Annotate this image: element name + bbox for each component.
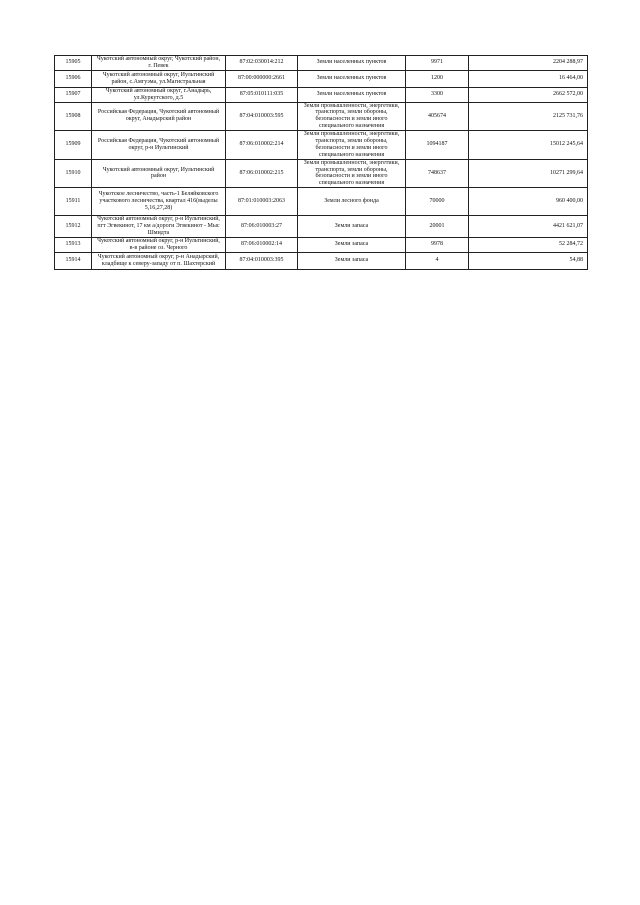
table-row — [55, 131, 588, 160]
table-row — [55, 252, 588, 269]
table-row — [55, 237, 588, 252]
cell-record-number: 15912 — [55, 216, 92, 238]
table-row — [55, 159, 588, 188]
cell-cadastral-value: 15012 245,64 — [469, 131, 588, 160]
cell-land-category: Земли запаса — [298, 237, 406, 252]
cell-land-category: Земли промышленности, энергетики, транспорта, земли обороны, безопасности и земли иного специального назначения — [298, 131, 406, 160]
cell-cadastral-number: 87:00:000000:2661 — [226, 70, 298, 87]
land-registry-table — [54, 55, 588, 270]
table-body — [55, 56, 588, 270]
cell-cadastral-number: 87:06:010003:27 — [226, 216, 298, 238]
table-row — [55, 188, 588, 216]
cell-area: 9971 — [406, 56, 469, 71]
cell-address: Чукотский автономный округ, р-н Анадырский, кладбище к северу-западу от п. Шахтерский — [92, 252, 226, 269]
cell-cadastral-number: 87:06:010002:214 — [226, 131, 298, 160]
cell-address: Чукотский автономный округ, г.Анадырь, ул.Куркутского, д.5 — [92, 87, 226, 102]
cell-land-category: Земли лесного фонда — [298, 188, 406, 216]
cell-cadastral-value: 2662 572,00 — [469, 87, 588, 102]
cell-record-number: 15906 — [55, 70, 92, 87]
cell-area: 70000 — [406, 188, 469, 216]
cell-record-number: 15908 — [55, 102, 92, 131]
cell-area: 1094187 — [406, 131, 469, 160]
table-row — [55, 56, 588, 71]
cell-area: 748637 — [406, 159, 469, 188]
cell-cadastral-number: 87:06:010002:14 — [226, 237, 298, 252]
cell-record-number: 15907 — [55, 87, 92, 102]
cell-area: 405674 — [406, 102, 469, 131]
cell-address: Российская Федерация, Чукотский автономный округ, Анадырский район — [92, 102, 226, 131]
cell-record-number: 15905 — [55, 56, 92, 71]
cell-record-number: 15909 — [55, 131, 92, 160]
cell-cadastral-value: 4421 621,07 — [469, 216, 588, 238]
cell-cadastral-number: 87:01:010003:2063 — [226, 188, 298, 216]
cell-area: 9978 — [406, 237, 469, 252]
cell-land-category: Земли населенных пунктов — [298, 56, 406, 71]
cell-address: Чукотский автономный округ, р-н Иультинский, в-в районе оз. Черного — [92, 237, 226, 252]
cell-record-number: 15910 — [55, 159, 92, 188]
cell-cadastral-value: 2125 731,76 — [469, 102, 588, 131]
cell-cadastral-number: 87:02:030014:212 — [226, 56, 298, 71]
table-row — [55, 70, 588, 87]
cell-address: Чукотское лесничество, часть-1 Беляйковского участкового лесничества, квартал 416(выделы 5,16,27,28) — [92, 188, 226, 216]
cell-land-category: Земли запаса — [298, 252, 406, 269]
cell-cadastral-value: 54,88 — [469, 252, 588, 269]
cell-land-category: Земли запаса — [298, 216, 406, 238]
cell-cadastral-number: 87:04:010003:395 — [226, 252, 298, 269]
cell-record-number: 15913 — [55, 237, 92, 252]
cell-cadastral-number: 87:06:010002:215 — [226, 159, 298, 188]
cell-cadastral-value: 16 464,00 — [469, 70, 588, 87]
cell-land-category: Земли населенных пунктов — [298, 87, 406, 102]
cell-land-category: Земли промышленности, энергетики, транспорта, земли обороны, безопасности и земли иного специального назначения — [298, 159, 406, 188]
cell-address: Чукотский автономный округ, Чукотский район, г. Певек — [92, 56, 226, 71]
cell-area: 3300 — [406, 87, 469, 102]
cell-cadastral-value: 10271 299,64 — [469, 159, 588, 188]
cell-cadastral-number: 87:05:010111:035 — [226, 87, 298, 102]
cell-area: 4 — [406, 252, 469, 269]
cell-record-number: 15911 — [55, 188, 92, 216]
table-row — [55, 87, 588, 102]
table-row — [55, 102, 588, 131]
cell-record-number: 15914 — [55, 252, 92, 269]
cell-address: Российская Федерация, Чукотский автономный округ, р-н Иультинский — [92, 131, 226, 160]
cell-area: 1200 — [406, 70, 469, 87]
cell-land-category: Земли промышленности, энергетики, транспорта, земли обороны, безопасности и земли иного специального назначения — [298, 102, 406, 131]
cell-cadastral-value: 52 284,72 — [469, 237, 588, 252]
cell-area: 20001 — [406, 216, 469, 238]
cell-address: Чукотский автономный округ, Иультинский район — [92, 159, 226, 188]
cell-cadastral-value: 960 400,00 — [469, 188, 588, 216]
table-row — [55, 216, 588, 238]
cell-address: Чукотский автономный округ, Иультинский район, с.Амгуэма, ул.Магистральная — [92, 70, 226, 87]
cell-address: Чукотский автономный округ, р-н Иультинский, пгт Эгвекинот, 17 км а/дороги Эгвекинот - Мыс Шмидта — [92, 216, 226, 238]
cell-land-category: Земли населенных пунктов — [298, 70, 406, 87]
cell-cadastral-value: 2204 288,97 — [469, 56, 588, 71]
cell-cadastral-number: 87:04:010003:595 — [226, 102, 298, 131]
